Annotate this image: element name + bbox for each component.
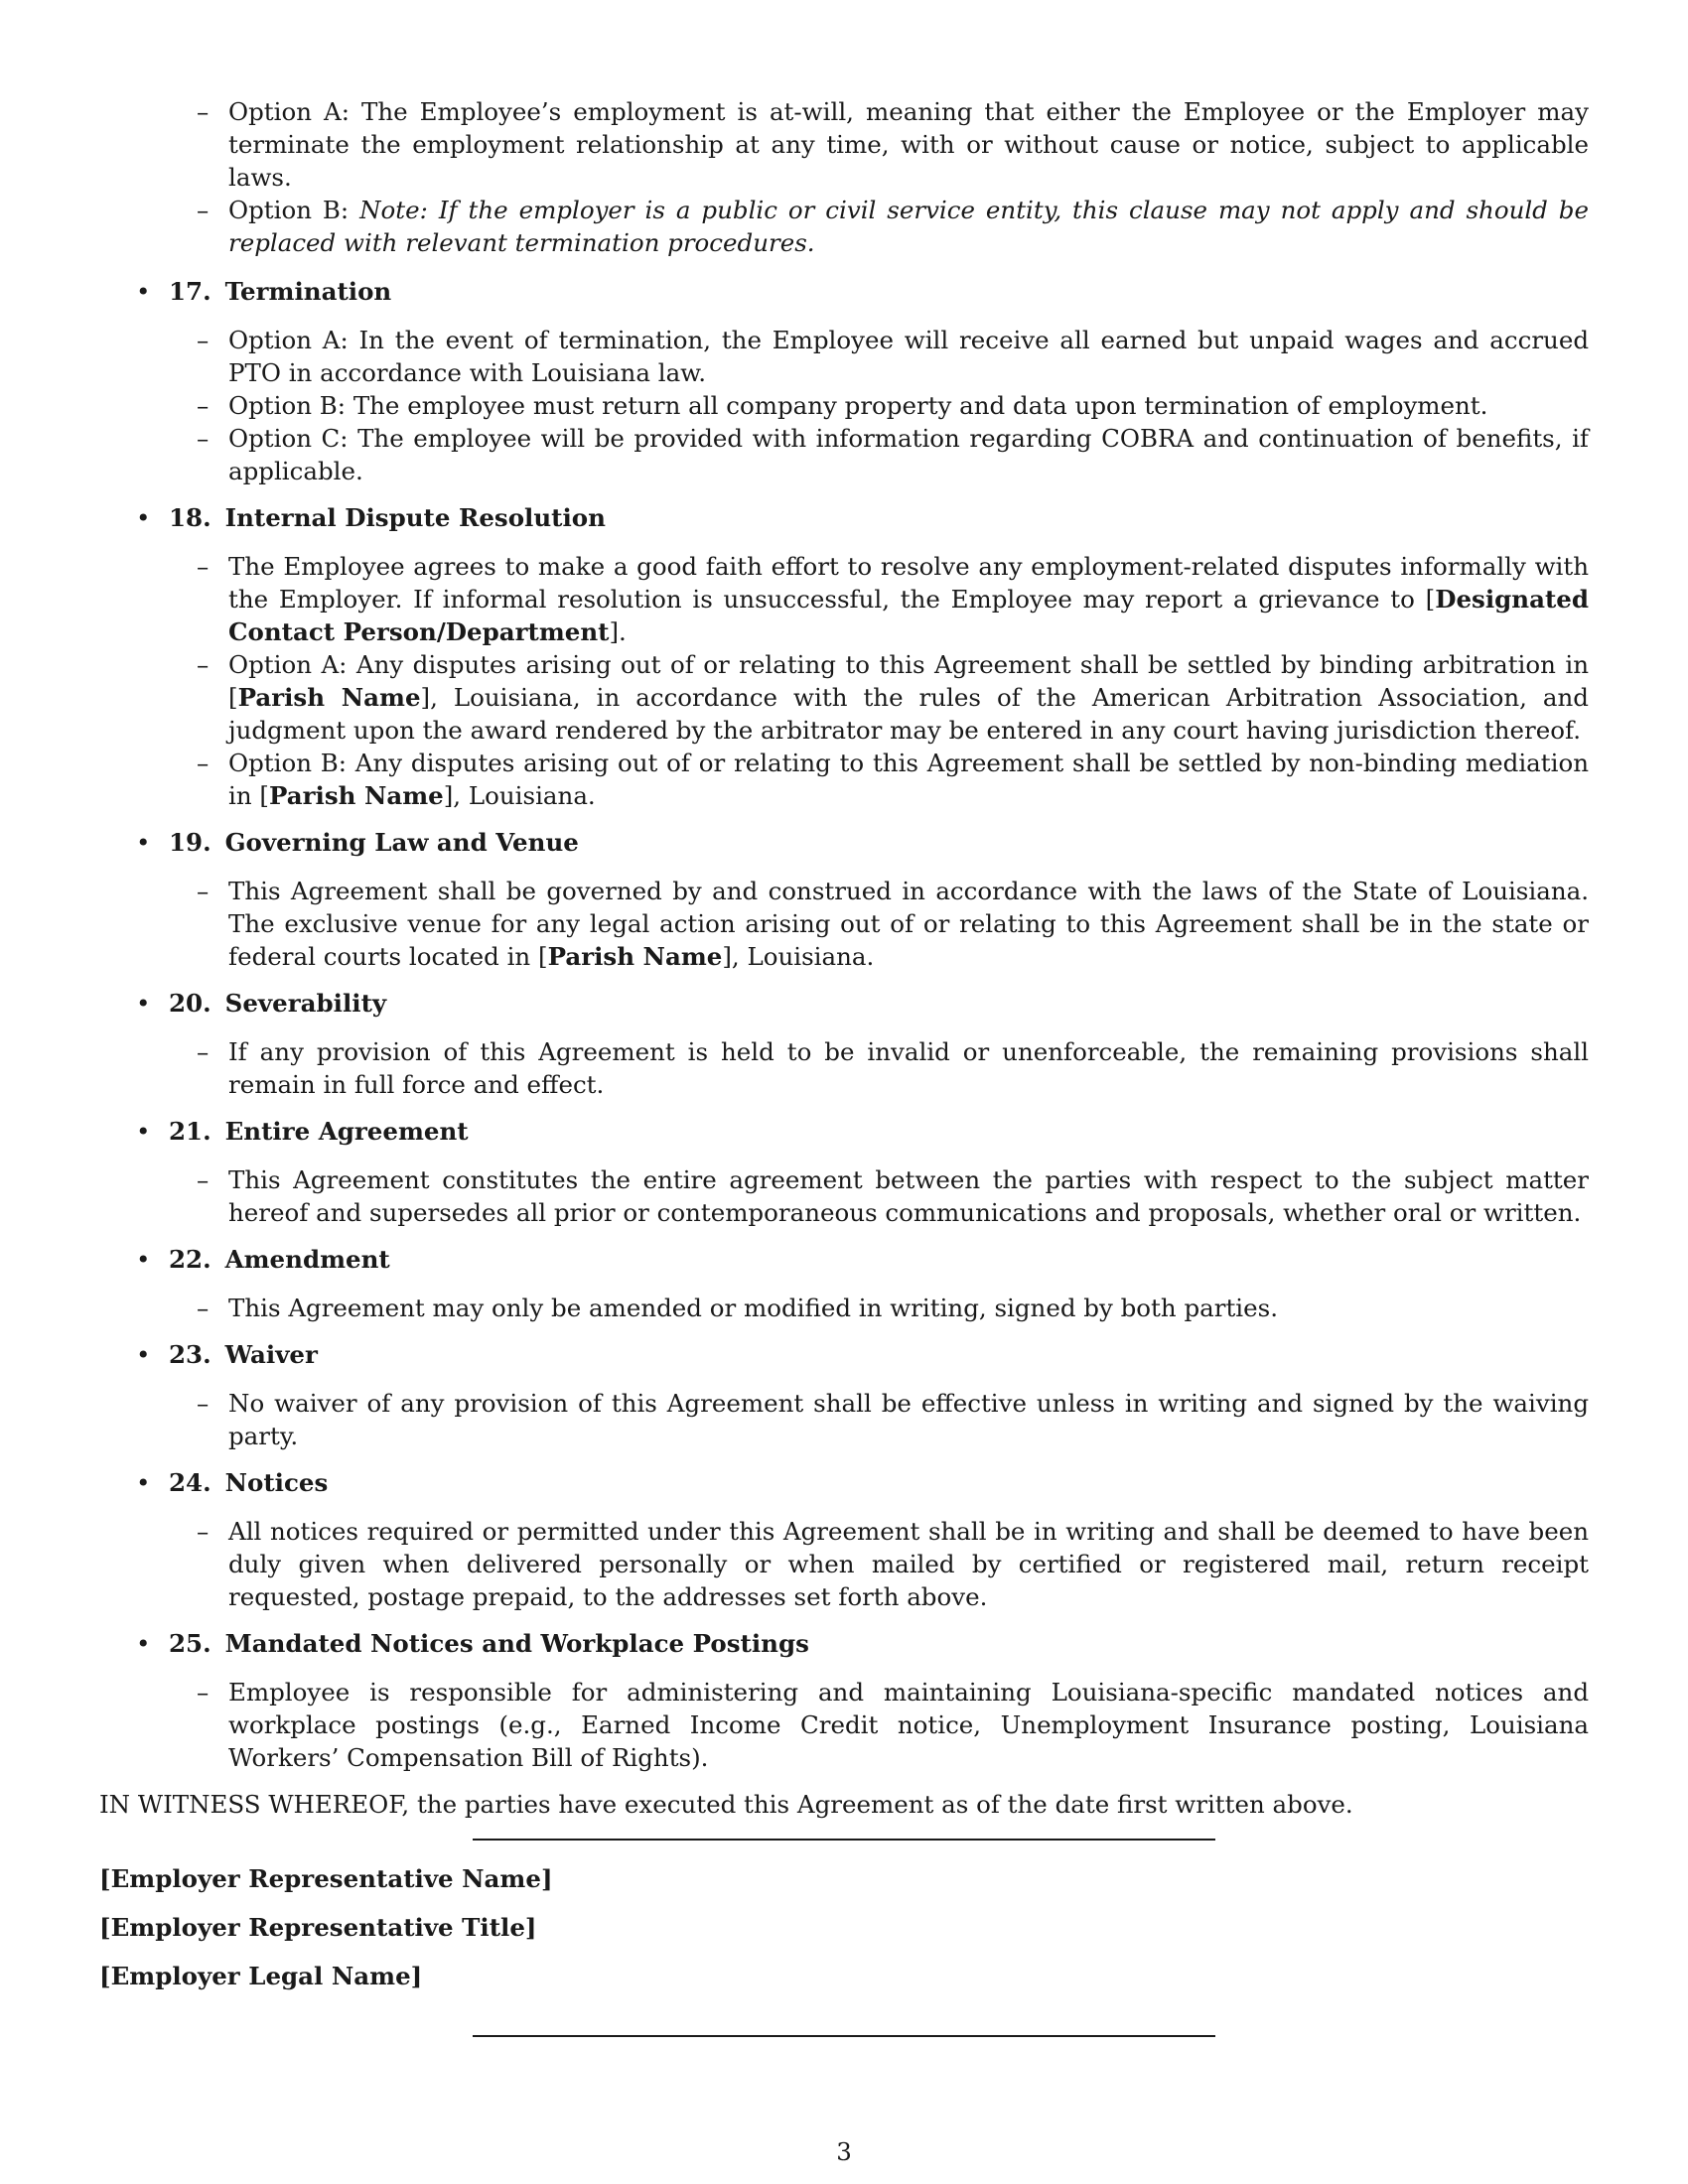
section-termination bbox=[99, 275, 1589, 487]
bullet-marker: • bbox=[136, 277, 151, 306]
section-heading: • 20. Severability bbox=[136, 989, 387, 1018]
bullet-marker: • bbox=[136, 503, 151, 532]
employer-signature-line bbox=[473, 1839, 1215, 1841]
employee-signature-line bbox=[473, 2035, 1215, 2037]
list-item: – Option B: Note: If the employer is a public or civil service entity, this clause may not apply and should be replaced with relevant termination procedures. bbox=[197, 196, 1589, 257]
list-item: – No waiver of any provision of this Agreement shall be effective unless in writing and signed by the waiving party. bbox=[197, 1389, 1589, 1450]
witness-statement: IN WITNESS WHEREOF, the parties have executed this Agreement as of the date first written above. bbox=[99, 1790, 1353, 1819]
list-item: – This Agreement may only be amended or modified in writing, signed by both parties. bbox=[197, 1294, 1278, 1322]
page-number: 3 bbox=[836, 2137, 852, 2166]
section-heading: • 23. Waiver bbox=[136, 1340, 318, 1369]
section-entire-agreement bbox=[99, 1115, 1589, 1229]
list-item: – The Employee agrees to make a good faith effort to resolve any employment-related disputes informally with the Employer. If informal resolution is unsuccessful, the Employee may report a grievance to [Designated Contact Person/Department]. bbox=[197, 552, 1589, 646]
bullet-marker: • bbox=[136, 1245, 151, 1274]
bullet-marker: • bbox=[136, 828, 151, 857]
document-body bbox=[99, 95, 1589, 1821]
employer-representative-name: [Employer Representative Name] bbox=[99, 1864, 553, 1893]
list-item: – Option B: Any disputes arising out of or relating to this Agreement shall be settled by non-binding mediation in [Parish Name], Louisiana. bbox=[197, 749, 1589, 810]
section-severability bbox=[99, 987, 1589, 1101]
bullet-marker: • bbox=[136, 1629, 151, 1658]
section-heading: • 19. Governing Law and Venue bbox=[136, 828, 579, 857]
section-notices bbox=[99, 1466, 1589, 1613]
section-mandated-notices bbox=[99, 1627, 1589, 1774]
list-item: – Option A: Any disputes arising out of or relating to this Agreement shall be settled by binding arbitration in [Parish Name], Louisiana, in accordance with the rules of the American Arbitration Association, and judgment upon the award rendered by the arbitrator may be entered in any court having jurisdiction thereof. bbox=[197, 650, 1589, 745]
section-heading: • 18. Internal Dispute Resolution bbox=[136, 503, 606, 532]
section-governing-law bbox=[99, 826, 1589, 973]
employer-signature-block bbox=[99, 1862, 553, 2008]
bullet-marker: • bbox=[136, 989, 151, 1018]
section-internal-dispute-resolution bbox=[99, 501, 1589, 812]
section-heading: • 25. Mandated Notices and Workplace Postings bbox=[136, 1629, 809, 1658]
section-amendment bbox=[99, 1243, 1589, 1324]
dash-marker: – bbox=[197, 97, 210, 126]
dash-marker: – bbox=[197, 196, 210, 224]
list-item: – Option B: The employee must return all company property and data upon termination of employment. bbox=[197, 391, 1488, 420]
employer-legal-name: [Employer Legal Name] bbox=[99, 1962, 423, 1990]
list-item: – Option A: In the event of termination, the Employee will receive all earned but unpaid wages and accrued PTO in accordance with Louisiana law. bbox=[197, 326, 1589, 387]
employer-representative-title: [Employer Representative Title] bbox=[99, 1913, 537, 1942]
bullet-marker: • bbox=[136, 1117, 151, 1146]
list-item: – All notices required or permitted under this Agreement shall be in writing and shall be deemed to have been duly given when delivered personally or when mailed by certified or registered mail, return receipt requested, postage prepaid, to the addresses set forth above. bbox=[197, 1517, 1589, 1611]
employment-options-list bbox=[99, 95, 1589, 259]
section-heading: • 21. Entire Agreement bbox=[136, 1117, 469, 1146]
list-item: – If any provision of this Agreement is held to be invalid or unenforceable, the remaining provisions shall remain in full force and effect. bbox=[197, 1037, 1589, 1099]
list-item: – Option A: The Employee’s employment is at-will, meaning that either the Employee or the Employer may terminate the employment relationship at any time, with or without cause or notice, subject to applicable laws. bbox=[197, 97, 1589, 192]
list-item: – Employee is responsible for administering and maintaining Louisiana-specific mandated notices and workplace postings (e.g., Earned Income Credit notice, Unemployment Insurance posting, Louisiana Workers’ Compensation Bill of Rights). bbox=[197, 1678, 1589, 1772]
section-waiver bbox=[99, 1338, 1589, 1452]
list-item: – Option C: The employee will be provided with information regarding COBRA and continuation of benefits, if applicable. bbox=[197, 424, 1589, 485]
list-item: – This Agreement constitutes the entire agreement between the parties with respect to the subject matter hereof and supersedes all prior or contemporaneous communications and proposals, whether oral or written. bbox=[197, 1165, 1589, 1227]
bullet-marker: • bbox=[136, 1340, 151, 1369]
section-heading: • 17. Termination bbox=[136, 277, 392, 306]
bullet-marker: • bbox=[136, 1468, 151, 1497]
section-heading: • 24. Notices bbox=[136, 1468, 329, 1497]
list-item: – This Agreement shall be governed by and construed in accordance with the laws of the State of Louisiana. The exclusive venue for any legal action arising out of or relating to this Agreement shall be in the state or federal courts located in [Parish Name], Louisiana. bbox=[197, 877, 1589, 971]
section-heading: • 22. Amendment bbox=[136, 1245, 390, 1274]
